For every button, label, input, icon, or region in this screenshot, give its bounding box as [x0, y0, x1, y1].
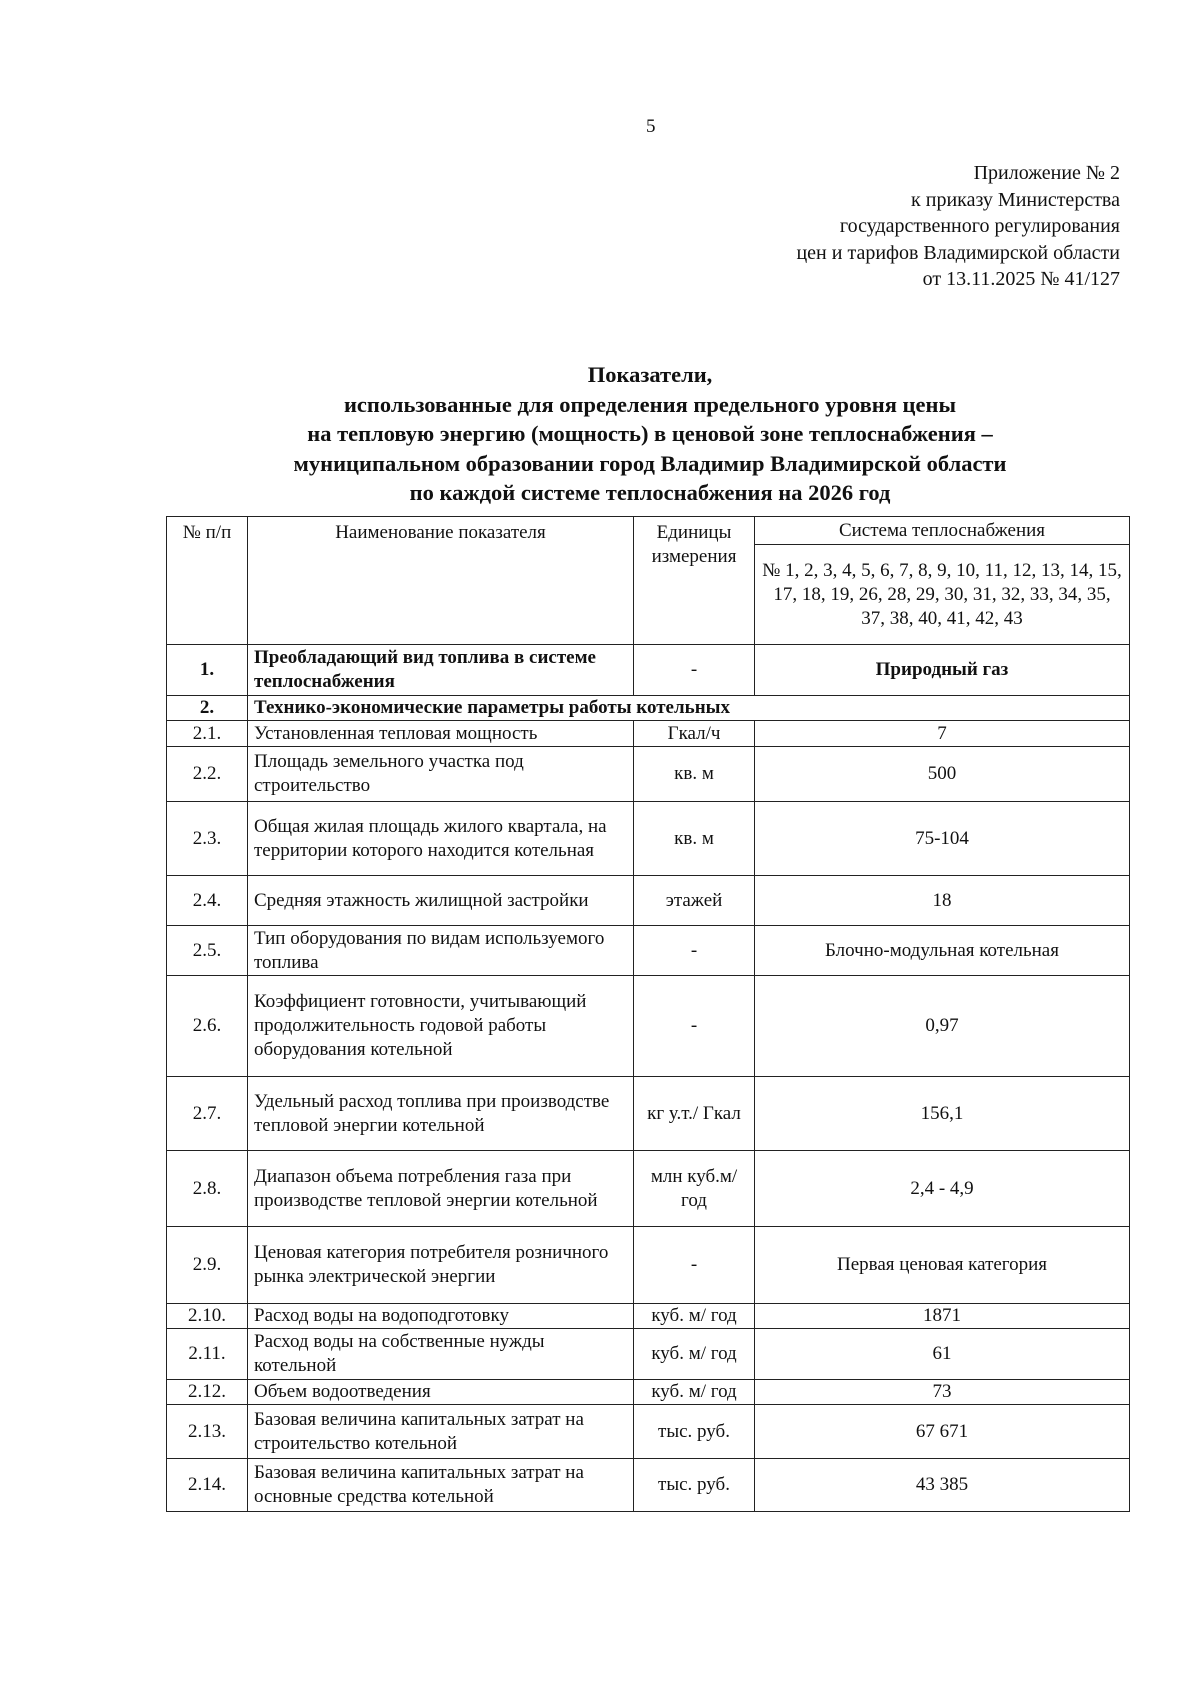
table-header-row [167, 517, 1130, 545]
row-name: Диапазон объема потребления газа при производстве тепловой энергии котельной [248, 1151, 634, 1227]
row-value: 73 [755, 1380, 1130, 1405]
row-unit: - [634, 645, 755, 696]
title-line: по каждой системе теплоснабжения на 2026 год [409, 480, 891, 505]
header-unit: Единицы измерения [634, 517, 755, 645]
row-value: 500 [755, 747, 1130, 802]
table-row [167, 802, 1130, 876]
row-name: Преобладающий вид топлива в системе теплоснабжения [248, 645, 634, 696]
table-row [167, 976, 1130, 1077]
row-name: Технико-экономические параметры работы котельных [248, 696, 1130, 721]
document-title [150, 360, 1150, 508]
row-unit: млн куб.м/ год [634, 1151, 755, 1227]
appendix-line: цен и тарифов Владимирской области [796, 241, 1120, 264]
table-body [167, 721, 1130, 1512]
row-name: Коэффициент готовности, учитывающий продолжительность годовой работы оборудования котельной [248, 976, 634, 1077]
row-unit: - [634, 1227, 755, 1304]
appendix-line: государственного регулирования [839, 215, 1120, 237]
row-num: 2.2. [167, 747, 248, 802]
header-system: Система теплоснабжения [755, 517, 1130, 545]
header-name: Наименование показателя [248, 517, 634, 645]
row-value: 2,4 - 4,9 [755, 1151, 1130, 1227]
row-unit: куб. м/ год [634, 1304, 755, 1329]
table-row [167, 926, 1130, 976]
row-name: Тип оборудования по видам используемого топлива [248, 926, 634, 976]
row-num: 2.3. [167, 802, 248, 876]
table-row [167, 1459, 1130, 1512]
row-name: Базовая величина капитальных затрат на строительство котельной [248, 1405, 634, 1459]
title-line: на тепловую энергию (мощность) в ценовой зоне теплоснабжения – [307, 421, 993, 446]
row-num: 2.12. [167, 1380, 248, 1405]
row-num: 2.4. [167, 876, 248, 926]
row-value: Блочно-модульная котельная [755, 926, 1130, 976]
row-name: Удельный расход топлива при производстве тепловой энергии котельной [248, 1077, 634, 1151]
row-unit: тыс. руб. [634, 1459, 755, 1512]
row-name: Базовая величина капитальных затрат на основные средства котельной [248, 1459, 634, 1512]
title-line: муниципальном образовании город Владимир Владимирской области [293, 450, 1007, 476]
appendix-header [796, 160, 1120, 293]
table-row [167, 1077, 1130, 1151]
row-unit: этажей [634, 876, 755, 926]
row-value: 75-104 [755, 802, 1130, 876]
row-value: 1871 [755, 1304, 1130, 1329]
table-row [167, 1380, 1130, 1405]
row-unit: - [634, 976, 755, 1077]
table-row [167, 1405, 1130, 1459]
table-row [167, 1227, 1130, 1304]
row-value: 18 [755, 876, 1130, 926]
row-unit: кв. м [634, 747, 755, 802]
row-unit: кв. м [634, 802, 755, 876]
row-unit: Гкал/ч [634, 721, 755, 747]
row-unit: кг у.т./ Гкал [634, 1077, 755, 1151]
row-name: Ценовая категория потребителя розничного рынка электрической энергии [248, 1227, 634, 1304]
row-value: 67 671 [755, 1405, 1130, 1459]
row-value: 156,1 [755, 1077, 1130, 1151]
appendix-line: от 13.11.2025 № 41/127 [922, 268, 1120, 290]
header-system-list: № 1, 2, 3, 4, 5, 6, 7, 8, 9, 10, 11, 12, 13, 14, 15, 17, 18, 19, 26, 28, 29, 30, 31, 32, 33, 34, 35, 37, 38, 40, 41, 42, 43 [755, 545, 1130, 645]
row-value: 0,97 [755, 976, 1130, 1077]
row-num: 2.14. [167, 1459, 248, 1512]
title-line: использованные для определения предельного уровня цены [343, 391, 957, 417]
row-name: Установленная тепловая мощность [248, 721, 634, 747]
row-name: Общая жилая площадь жилого квартала, на территории которого находится котельная [248, 802, 634, 876]
table-row [167, 1329, 1130, 1380]
row-num: 2.13. [167, 1405, 248, 1459]
table-section-row [167, 696, 1130, 721]
row-value: 7 [755, 721, 1130, 747]
row-value: Природный газ [755, 645, 1130, 696]
row-name: Расход воды на собственные нужды котельной [248, 1329, 634, 1380]
header-num: № п/п [167, 517, 248, 645]
appendix-line: к приказу Министерства [911, 188, 1120, 211]
row-num: 2. [167, 696, 248, 721]
table-row [167, 1304, 1130, 1329]
page-number: 5 [646, 116, 656, 137]
row-name: Объем водоотведения [248, 1380, 634, 1405]
row-value: 61 [755, 1329, 1130, 1380]
row-name: Расход воды на водоподготовку [248, 1304, 634, 1329]
row-num: 2.10. [167, 1304, 248, 1329]
row-unit: тыс. руб. [634, 1405, 755, 1459]
title-line: Показатели, [587, 362, 713, 387]
row-num: 2.7. [167, 1077, 248, 1151]
row-value: 43 385 [755, 1459, 1130, 1512]
row-value: Первая ценовая категория [755, 1227, 1130, 1304]
appendix-line: Приложение № 2 [973, 162, 1120, 184]
row-name: Средняя этажность жилищной застройки [248, 876, 634, 926]
table-row [167, 1151, 1130, 1227]
row-num: 2.8. [167, 1151, 248, 1227]
row-num: 2.6. [167, 976, 248, 1077]
row-num: 2.11. [167, 1329, 248, 1380]
row-name: Площадь земельного участка под строительство [248, 747, 634, 802]
row-num: 1. [167, 645, 248, 696]
table-row [167, 876, 1130, 926]
table-row [167, 747, 1130, 802]
row-unit: - [634, 926, 755, 976]
row-num: 2.9. [167, 1227, 248, 1304]
row-num: 2.1. [167, 721, 248, 747]
indicators-table [166, 516, 1130, 1512]
row-num: 2.5. [167, 926, 248, 976]
row-unit: куб. м/ год [634, 1380, 755, 1405]
table-row [167, 645, 1130, 696]
row-unit: куб. м/ год [634, 1329, 755, 1380]
table-row [167, 721, 1130, 747]
